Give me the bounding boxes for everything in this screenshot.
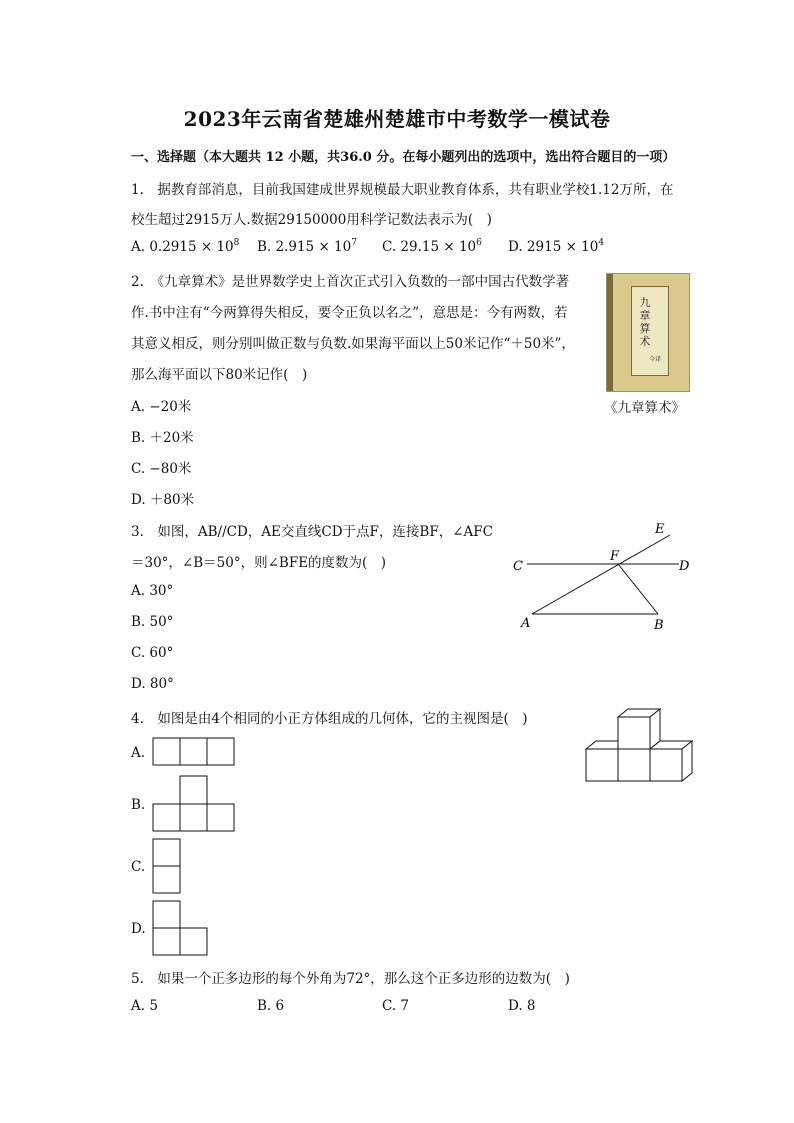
q1-option-a[interactable]: A. $0.2915 \times 10^8$: [131, 238, 240, 255]
q2-option-b[interactable]: B. ＋20米: [131, 430, 194, 446]
line-ae: [532, 535, 670, 614]
label-d: D: [679, 559, 690, 574]
q3-option-b[interactable]: B. 50°: [131, 614, 174, 630]
page-title: 2023年云南省楚雄州楚雄市中考数学一模试卷: [183, 107, 611, 131]
q1-option-b[interactable]: B. $2.915 \times 10^7$: [257, 238, 357, 255]
q3-option-a[interactable]: A. 30°: [131, 583, 174, 599]
q4-option-d-label[interactable]: D.: [131, 921, 146, 937]
q4-option-c-label[interactable]: C.: [131, 859, 146, 875]
section-heading: 一、选择题（本大题共 12 小题，共36.0 分。在每小题列出的选项中，选出符合题目的一项）: [131, 150, 676, 165]
q4-option-a-label[interactable]: A.: [131, 745, 146, 761]
q3-geometry-figure: [505, 515, 705, 635]
q5-line-1: 5. 如果一个正多边形的每个外角为72°，那么这个正多边形的边数为( ): [131, 971, 570, 987]
label-e: E: [655, 522, 665, 537]
q5-option-c[interactable]: C. 7: [382, 998, 410, 1014]
q4-option-c-figure[interactable]: [152, 838, 184, 896]
q1-line-1: 1. 据教育部消息，目前我国建成世界规模最大职业教育体系，共有职业学校1.12万所，在: [131, 182, 674, 198]
q2-line-4: 那么海平面以下80米记作( ): [131, 367, 308, 383]
q4-line-1: 4. 如图是由4个相同的小正方体组成的几何体，它的主视图是( ): [131, 711, 528, 727]
q3-option-c[interactable]: C. 60°: [131, 645, 174, 661]
line-bf: [618, 564, 658, 614]
q5-option-d[interactable]: D. 8: [508, 998, 536, 1014]
book-cover-image: [606, 273, 690, 392]
q1-line-2: 校生超过2915万人.数据29150000用科学记数法表示为( ): [131, 212, 492, 228]
q2-option-a[interactable]: A. −20米: [131, 399, 192, 415]
q2-line-3: 其意义相反，则分别叫做正数与负数.如果海平面以上50米记作“＋50米”，: [131, 336, 575, 352]
label-b: B: [654, 618, 664, 633]
q1-option-c[interactable]: C. $29.15 \times 10^6$: [382, 238, 482, 255]
q4-option-b-label[interactable]: B.: [131, 797, 146, 813]
q4-option-a-figure[interactable]: [152, 737, 238, 767]
q2-option-c[interactable]: C. −80米: [131, 461, 192, 477]
q2-line-2: 作.书中注有“今两算得失相反，要令正负以名之”，意思是：今有两数，若: [131, 305, 568, 321]
book-caption: 《九章算术》: [604, 400, 685, 416]
q1-option-d[interactable]: D. $2915 \times 10^4$: [508, 238, 605, 255]
book-cover-subtitle: 今译: [649, 356, 662, 363]
book-cover-title: 九章算术: [639, 296, 651, 348]
q2-line-1: 2. 《九章算术》是世界数学史上首次正式引入负数的一部中国古代数学著: [131, 274, 570, 290]
q4-option-d-figure[interactable]: [152, 900, 212, 958]
q3-line-2: ＝30°，∠B＝50°，则∠BFE的度数为( ): [131, 555, 387, 571]
book-spine: [607, 274, 613, 391]
q3-line-1: 3. 如图，AB//CD，AE交直线CD于点F，连接BF，∠AFC: [131, 524, 493, 540]
q5-option-a[interactable]: A. 5: [131, 998, 158, 1014]
q5-option-b[interactable]: B. 6: [257, 998, 285, 1014]
label-a: A: [521, 616, 531, 631]
q3-option-d[interactable]: D. 80°: [131, 676, 174, 692]
q2-option-d[interactable]: D. ＋80米: [131, 492, 195, 508]
label-c: C: [513, 559, 523, 574]
q4-solid-figure: [580, 705, 696, 785]
q4-option-b-figure[interactable]: [152, 774, 238, 834]
label-f: F: [610, 549, 620, 564]
